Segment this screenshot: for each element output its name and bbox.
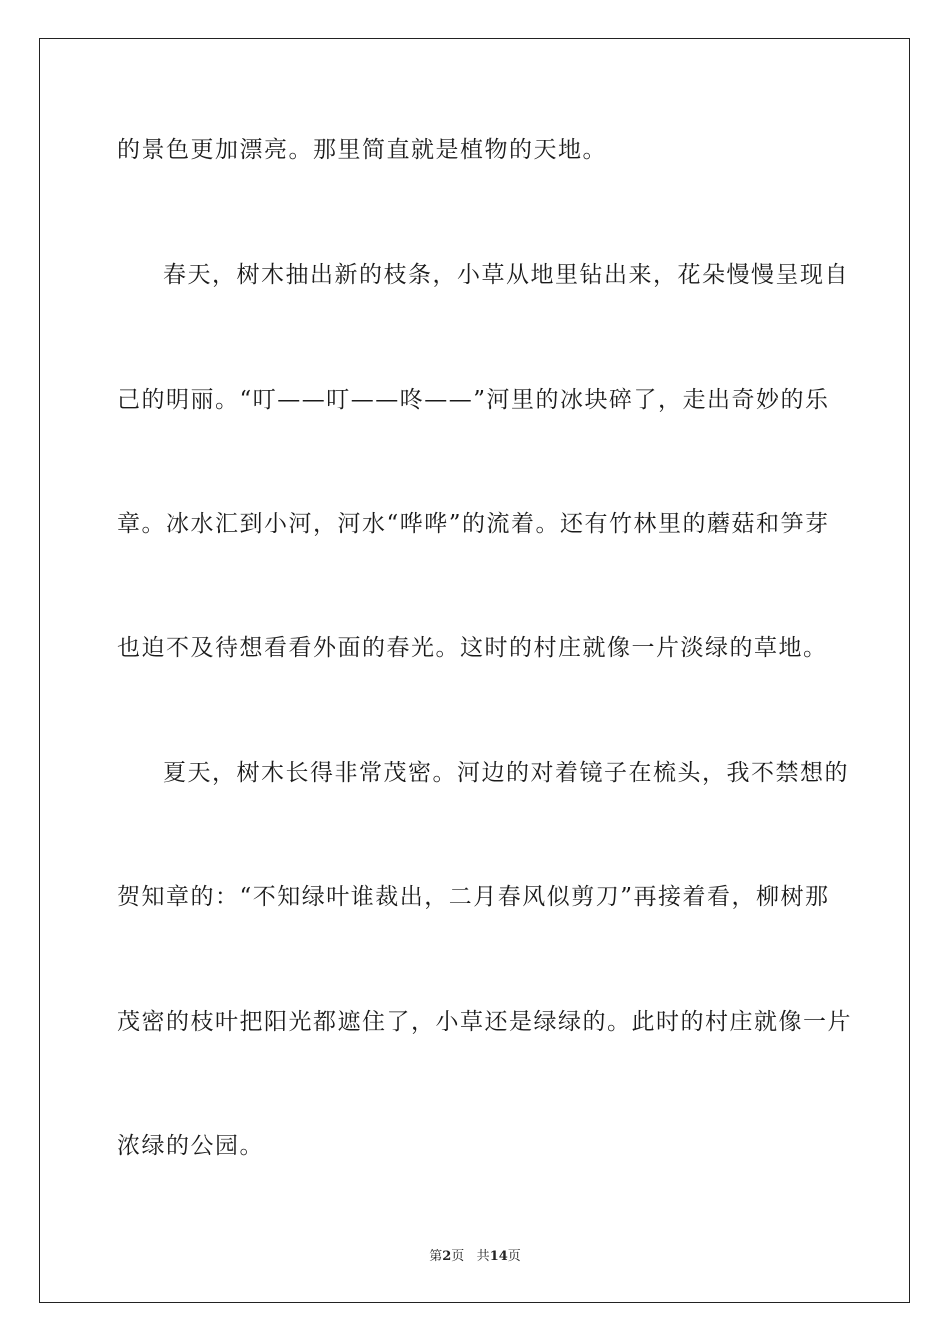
text-line-8: 茂密的枝叶把阳光都遮住了，小草还是绿绿的。此时的村庄就像一片 bbox=[117, 1009, 852, 1035]
text-line-7: 贺知章的：“不知绿叶谁裁出，二月春风似剪刀”再接着看，柳树那 bbox=[117, 884, 830, 910]
footer-total-pages: 14 bbox=[489, 1249, 508, 1264]
page-border bbox=[39, 38, 910, 1303]
text-line-4: 章。冰水汇到小河，河水“哗哗”的流着。还有竹林里的蘑菇和笋芽 bbox=[117, 511, 830, 537]
page-footer bbox=[0, 1248, 950, 1266]
footer-page-prefix: 第 bbox=[429, 1249, 443, 1264]
text-line-3: 己的明丽。“叮——叮——咚——”河里的冰块碎了，走出奇妙的乐 bbox=[117, 387, 830, 413]
text-line-1: 的景色更加漂亮。那里简直就是植物的天地。 bbox=[117, 137, 607, 163]
footer-total-suffix: 页 bbox=[507, 1249, 521, 1264]
footer-page-suffix: 页 bbox=[451, 1249, 465, 1264]
text-line-5: 也迫不及待想看看外面的春光。这时的村庄就像一片淡绿的草地。 bbox=[117, 635, 828, 661]
footer-page-number: 2 bbox=[442, 1249, 452, 1264]
footer-total-prefix: 共 bbox=[476, 1249, 490, 1264]
text-line-6: 夏天，树木长得非常茂密。河边的对着镜子在梳头，我不禁想的 bbox=[163, 760, 849, 786]
text-line-9: 浓绿的公园。 bbox=[117, 1133, 264, 1159]
text-line-2: 春天，树木抽出新的枝条，小草从地里钻出来，花朵慢慢呈现自 bbox=[163, 262, 849, 288]
